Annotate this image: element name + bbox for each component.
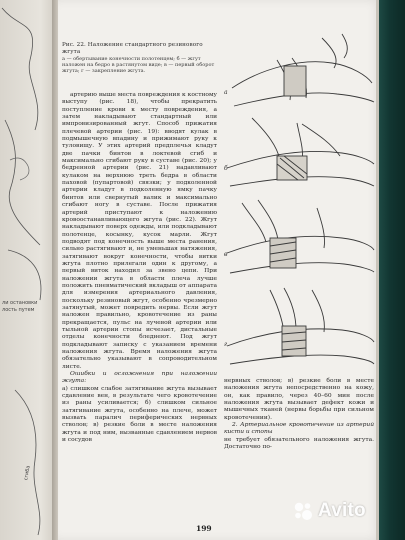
illustration-panel-b [227,118,374,186]
left-text-column [62,92,217,445]
body-paragraph: нервных стволов; в) резкие боли в месте наложения жгута непосредственно на кожу, он, как правило, через 40–60 мин после наложения жгута вызывает дефект кожи и мышечных тканей (нервы борьбы при сильном кровотечении). [224,378,374,421]
section-heading-arterial: 2. Артериальное кровотечение из артерий кисти и стопы [224,422,374,436]
left-page-text: лость путем [2,307,35,313]
illustration-panel-g [227,288,374,364]
figure-caption-title: Рис. 22. Наложение стандартного резинового жгута [62,42,203,55]
left-page-fragment [0,0,58,540]
body-paragraph: не требует обязательного наложения жгута. Достаточно по- [224,436,374,451]
figure-caption [62,42,217,75]
avito-watermark-text: Avito [318,500,366,521]
illustration-label-b: б [224,165,228,172]
illustration-label-v: в [224,251,228,258]
left-page-text: сгиба [23,465,32,481]
body-paragraph: артерию выше места повреждения к костному выступу (рис. 18), чтобы прекратить поступление крови к месту повреждения, а затем накладывают стандартный или импровизированный жгут. Способ прижатия плечевой артерии (рис. 19): вводят кулак в подмышечную впадину и прижимают руку к туловищу. У этих артерий предплечья кладут две пачки бинтов в локтевой сгиб и максимально сгибают руку в суставе (рис. 20); у бедренной артерии (рис. 21) надавливают кулаком на верхнюю треть бедра в области паховой (пупартовой) связки; у подколенной артерии кладут в подколенную ямку пачку бинтов или свернутый валик и максимально сгибают ногу в суставе. После прижатия артерий приступают к наложению кровоостанавливающего жгута (рис. 22). Жгут накладывают поверх одежды, или подкладывают полотенце, косынку, кусок марли. Жгут подводят под конечность выше места ранения, сильно растягивают и, не уменьшая натяжения, затягивают вокруг конечности, чтобы витки жгута плотно прилегали один к другому, а первый виток находил за звено цепи. При наложении жгута в области плеча лучше положить пневматический вкладыш от аппарата для измерения артериального давления, поскольку резиновый жгут, особенно чрезмерно затянутый, может повредить нервы. Если жгут наложен правильно, кровотечение из раны прекращается, пульс на лучевой артерии или тыльной артерии стопы исчезает, дистальные отделы конечности бледнеют. Под жгут подкладывают записку с указанием времени наложения жгута. Время наложения жгута обязательно указывают в сопроводительном листе. [62,92,217,370]
section-heading-errors: Ошибки и осложнения при наложении жгута: [62,371,217,385]
illustration-panel-v [227,200,374,273]
avito-logo-icon [292,500,314,522]
avito-watermark [292,500,366,522]
book-cover [379,0,405,540]
illustration-label-a: а [224,89,228,96]
page-number: 199 [196,524,212,533]
left-page-text: ли остановки [2,300,38,306]
tourniquet-illustrations [222,28,376,372]
body-paragraph: а) слишком слабое затягивание жгута вызывает сдавление вен, в результате чего кровотечение из раны усиливается; б) слишком сильное затягивание жгута, особенно на плече, может вызвать паралич периферических нервных стволов; в) резкие боли в месте наложения жгута и под ним, вызванные сдавлением нервов и сосудов [62,385,217,444]
figure-caption-legend: а — обертывание конечности полотенцем; б — жгут наложен на бедро в растянутом виде; в — первый оборот жгута; г — закрепление жгута. [62,56,215,75]
illustration-panel-a [232,34,374,106]
left-page-drawing [0,0,58,540]
illustration-label-g: г [224,341,228,348]
illustration-drawing [222,28,376,372]
right-text-column [224,378,374,451]
